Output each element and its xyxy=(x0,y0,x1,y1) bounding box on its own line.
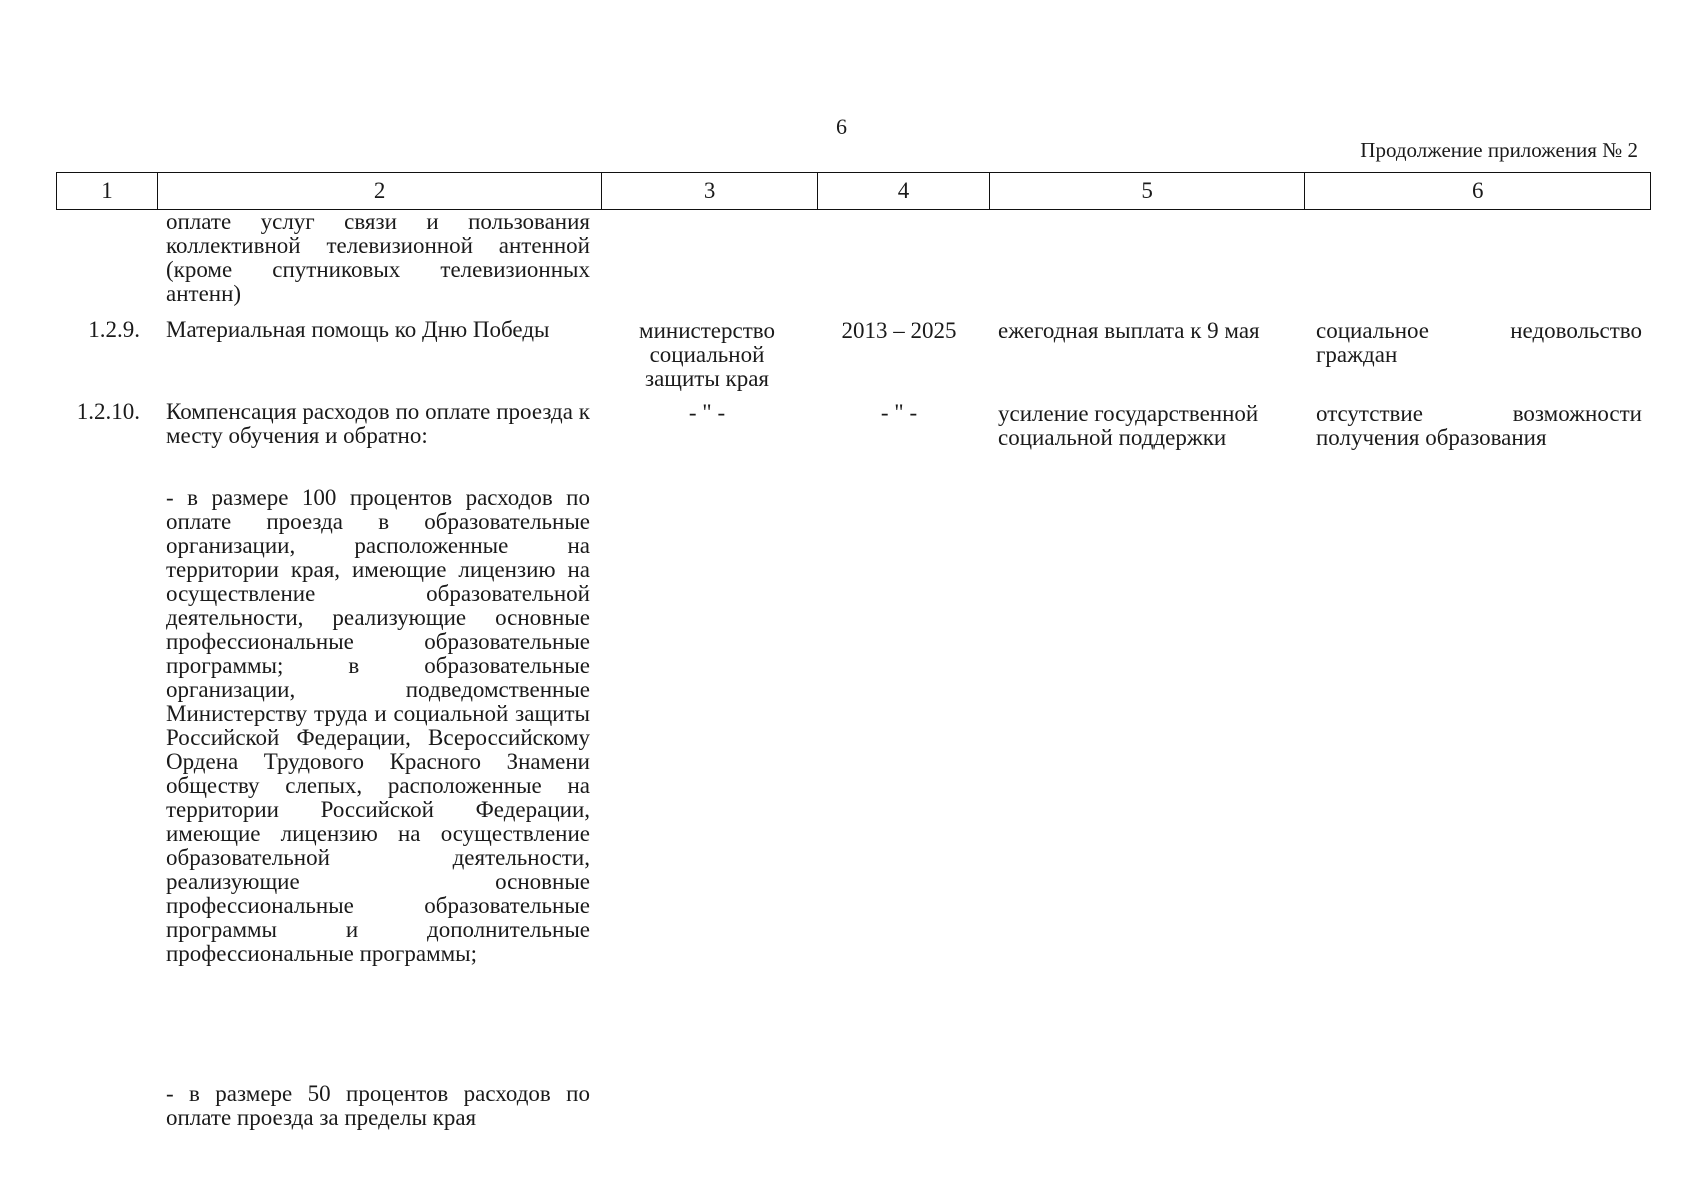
row-1-2-9-executor: министерство социальной защиты края xyxy=(639,318,775,391)
row-1-2-9-result: ежегодная выплата к 9 мая xyxy=(998,318,1260,343)
header-col-4: 4 xyxy=(818,173,990,209)
row-1-2-10-measure: Компенсация расходов по оплате проезда к месту обучения и обратно: xyxy=(166,399,590,448)
previous-row-tail-text: оплате услуг связи и пользования коллективной телевизионной антенной (кроме спутниковых телевизионных антенн) xyxy=(166,209,590,306)
row-1-2-9-measure: Материальная помощь ко Дню Победы xyxy=(166,317,550,342)
row-1-2-10-subitem-100-percent: - в размере 100 процентов расходов по оплате проезда в образовательные организации, расположенные на территории края, имеющие лицензию на осуществление образовательной деятельности, реализующие основные профессиональные образовательные программы; в образовательные организации, подведомственные Министерству труда и социальной защиты Российской Федерации, Всероссийскому Ордена Трудового Красного Знамени обществу слепых, расположенные на территории Российской Федерации, имеющие лицензию на осуществление образовательной деятельности, реализующие основные профессиональные образовательные программы и дополнительные профессиональные программы; xyxy=(166,485,590,966)
row-1-2-9-period: 2013 – 2025 xyxy=(841,318,957,343)
header-col-5: 5 xyxy=(990,173,1306,209)
header-col-2: 2 xyxy=(158,173,602,209)
header-col-3: 3 xyxy=(602,173,818,209)
header-col-1: 1 xyxy=(57,173,158,209)
row-1-2-10-period: - " - xyxy=(880,400,918,425)
row-1-2-10-result: усиление государственной социальной поддержки xyxy=(998,401,1259,450)
appendix-continuation-label: Продолжение приложения № 2 xyxy=(1360,138,1638,162)
header-col-6: 6 xyxy=(1471,178,1484,203)
table-header-row xyxy=(56,172,1651,210)
row-1-2-10-subitem-50-percent: - в размере 50 процентов расходов по оплате проезда за пределы края xyxy=(166,1081,590,1130)
row-1-2-10-consequence: отсутствие возможности получения образования xyxy=(1316,401,1642,450)
row-1-2-10-executor: - " - xyxy=(688,400,726,425)
row-number-1-2-10: 1.2.10. xyxy=(76,399,140,424)
page-number: 6 xyxy=(836,114,847,139)
row-1-2-9-consequence: социальное недовольство граждан xyxy=(1316,318,1642,367)
row-number-1-2-9: 1.2.9. xyxy=(88,317,140,342)
